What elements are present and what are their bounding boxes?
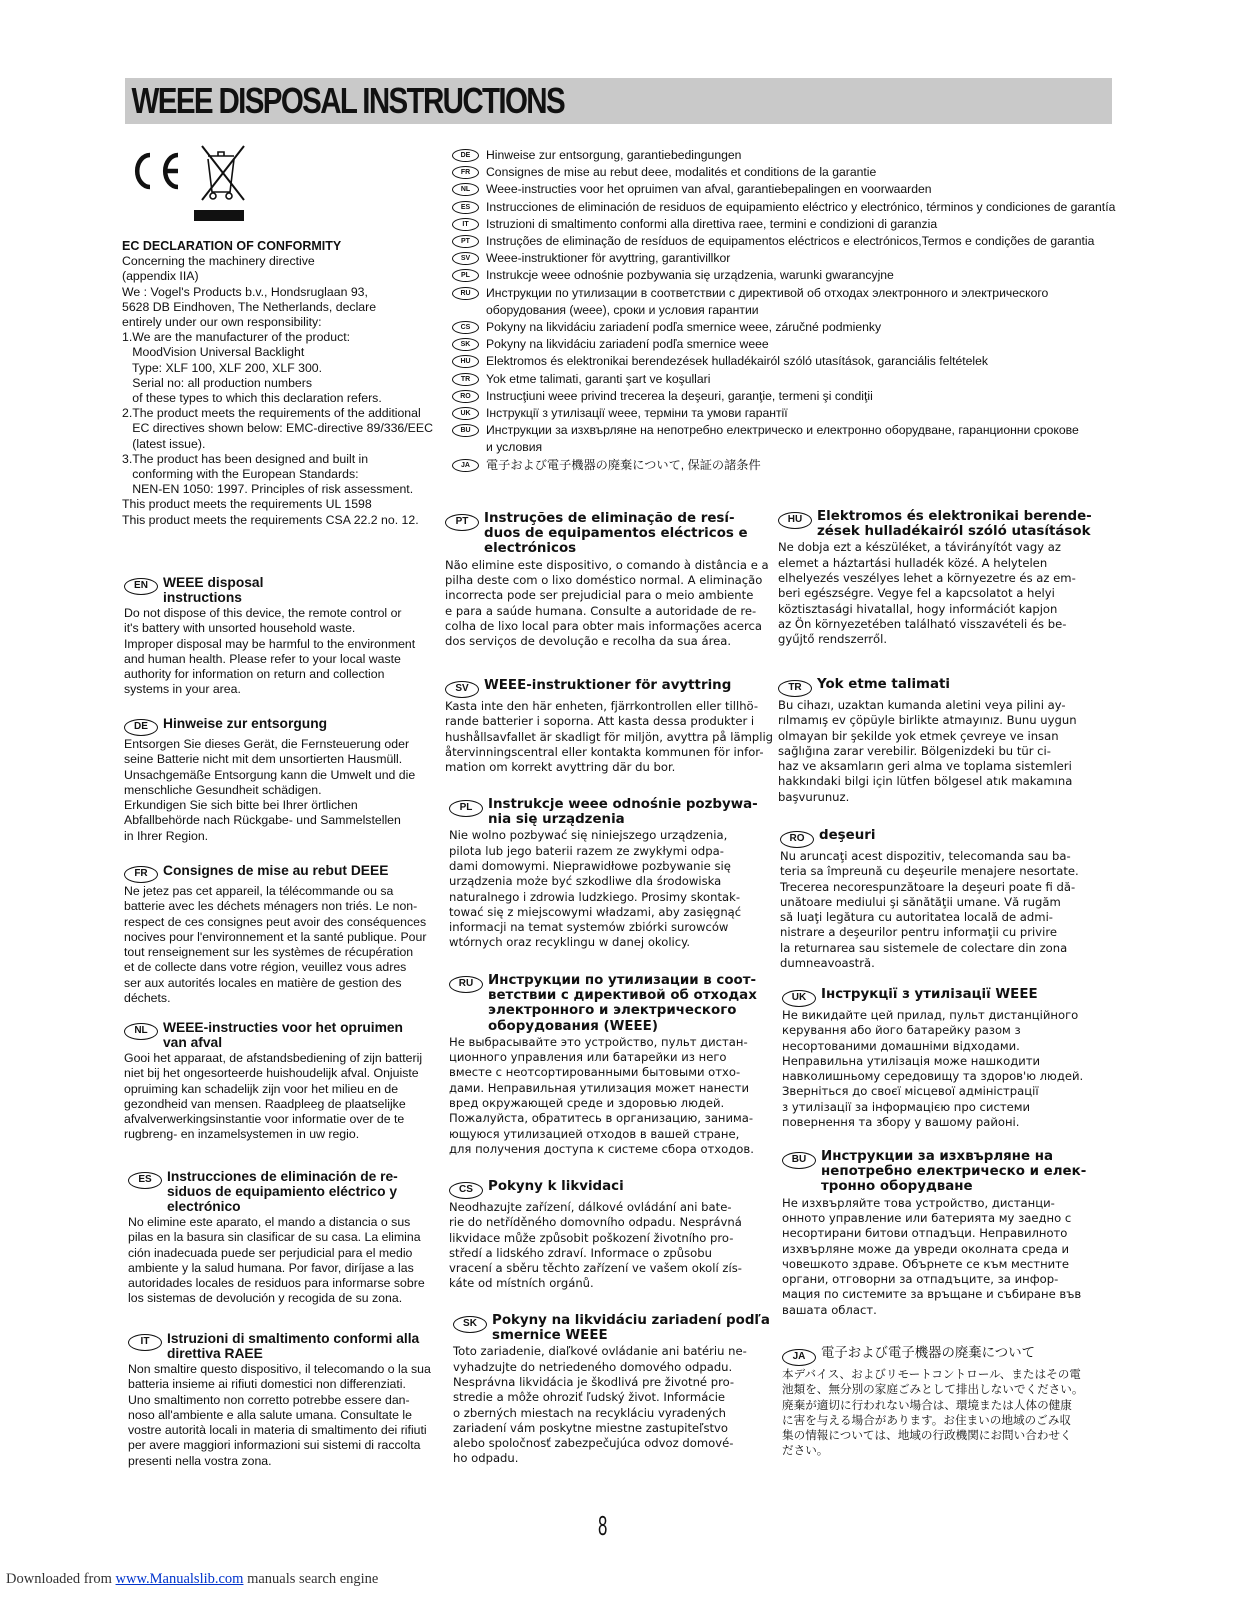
- language-list-item: [452, 250, 1122, 267]
- language-code-badge: RO: [780, 831, 814, 848]
- section-title: Instrukcje weee odnośnie pozbywa- nia się urządzenia: [488, 797, 758, 828]
- section-nl: [124, 1020, 444, 1143]
- section-fr: [124, 863, 444, 1006]
- language-list-item: [452, 319, 1122, 336]
- language-list-text: Weee-instructies voor het opruimen van afval, garantiebepalingen en voorwaarden: [486, 182, 932, 197]
- section-title: Hinweise zur entsorgung: [163, 716, 328, 731]
- footer-prefix: Downloaded from: [6, 1571, 116, 1587]
- ce-mark-icon: [137, 155, 178, 187]
- language-code-badge: TR: [778, 680, 812, 697]
- section-body: Toto zariadenie, diaľkové ovládanie ani batériu ne- vyhadzujte do netriedeného domového odpadu. Nesprávna likvidácia je škodlivá pre životné pro- stredie a môže ohroziť ľudský život. Informácie o zberných miestach na recykláciu vyradených zariadení vám poskytne miestne zastupiteľstvo alebo spoločnosť zabezpečujúca odvoz domové- ho odpadu.: [453, 1344, 747, 1466]
- declaration-text: Concerning the machinery directive (appendix IIA) We : Vogel's Products b.v., Hondsruglaan 93, 5628 DB Eindhoven, The Netherlands, declare entirely under our own responsibility: 1.We are the manufacturer of the product: MoodVision Universal Backlight Type: XLF 100, XLF 200, XLF 300. Serial no: all production numbers of these types to which this declaration refers. 2.The product meets the requirements of the additional EC directives shown below: EMC-directive 89/336/EEC (latest issue). 3.The product has been designed and built in conforming with the European Standards: NEN-EN 1050: 1997. Principles of risk assessment. This product meets the requirements UL 1598 This product meets the requirements CSA 22.2 no. 12.: [122, 254, 433, 527]
- language-list-item: [452, 233, 1122, 250]
- section-title: Инструкции за изхвърляне на непотребно електрическо и елек- тронно оборудване: [821, 1149, 1087, 1195]
- language-code-badge: UK: [782, 990, 816, 1007]
- language-list-item: [452, 199, 1122, 216]
- language-code-badge: NL: [124, 1023, 158, 1040]
- language-code-badge: HU: [778, 512, 812, 529]
- language-list-item: [452, 267, 1122, 284]
- language-list-text: Інструкції з утилізації weee, терміни та умови гарантії: [486, 406, 788, 421]
- language-list: [452, 147, 1122, 474]
- language-code-badge: IT: [452, 218, 479, 231]
- language-list-text: Istruzioni di smaltimento conformi alla direttiva raee, termini e condizioni di garanzia: [486, 216, 938, 231]
- language-list-text: Pokyny na likvidáciu zariadení podľa smernice weee, záručné podmienky: [486, 320, 882, 335]
- language-code-badge: JA: [782, 1349, 816, 1366]
- language-code-badge: RU: [452, 287, 479, 300]
- section-body: Kasta inte den här enheten, fjärrkontrollen eller tillhö- rande batterier i soporna. Att kasta dessa produkter i hushållsavfallet är skadligt för miljön, avyttra på lämplig återvinningscentral eller kontakta kommunen för infor- mation om korrekt avyttring där du bor.: [445, 699, 774, 775]
- language-code-badge: RO: [452, 390, 479, 403]
- language-code-badge: RU: [449, 976, 483, 993]
- language-code-badge: CS: [452, 321, 479, 334]
- section-de: [124, 716, 444, 844]
- language-code-badge: PL: [452, 269, 479, 282]
- language-list-item: [452, 216, 1122, 233]
- section-uk: [782, 987, 1112, 1130]
- language-list-text: Pokyny na likvidáciu zariadení podľa smernice weee: [486, 337, 769, 352]
- language-list-text: Hinweise zur entsorgung, garantiebedingungen: [486, 148, 742, 162]
- language-list-item: [452, 405, 1122, 422]
- section-title: Elektromos és elektronikai berende- zések hulladékairól szóló utasítások: [817, 509, 1092, 540]
- section-body: Gooi het apparaat, de afstandsbediening of zijn batterij niet bij het ongesorteerde huishoudelijk afval. Onjuiste opruiming kan schadelijk zijn voor het milieu en de gezondheid van mensen. Raadpleeg de plaatselijke afvalverwerkingsinstantie voor informatie over de te rugbreng- en inzamelsystemen in uw regio.: [124, 1051, 423, 1142]
- section-title: WEEE-instruktioner för avyttring: [484, 678, 732, 693]
- language-code-badge: CS: [449, 1182, 483, 1199]
- language-list-text: Instrucţiuni weee privind trecerea la deşeuri, garanţie, termeni şi condiţii: [486, 388, 873, 403]
- section-ja: [782, 1346, 1112, 1459]
- section-body: Не выбрасывайте это устройство, пульт дистан- ционного управления или батарейки из него вместе с неотсортированными бытовыми отхо- дами. Неправильная утилизация может нанести вред окружающей среде и здоровью людей. Пожалуйста, обратитесь в организацию, занима- ющуюся утилизацией отходов в вашей стране, для получения доступа к системе сбора отходов.: [449, 1034, 754, 1156]
- language-code-badge: HU: [452, 355, 479, 368]
- language-list-item: [452, 371, 1122, 388]
- page-number: 8: [598, 1510, 608, 1541]
- compliance-marks: [128, 142, 258, 227]
- section-title: Consignes de mise au rebut DEEE: [163, 863, 389, 878]
- language-list-text: Инструкции за изхвърляне на непотребно електрическо и електронно оборудване, гаранционни срокове и условия: [486, 423, 1079, 455]
- section-body: Ne jetez pas cet appareil, la télécommande ou sa batterie avec les déchets ménagers non triés. Le non- respect de ces consignes peut avoir des conséquences nocives pour l'environnement et la santé publique. Pour tout renseignement sur les systèmes de récupération et de collecte dans votre région, veuillez vous adres ser aux autorités locales en matière de gestion des déchets.: [124, 884, 427, 1006]
- section-title: Інструкції з утилізації WEEE: [821, 987, 1038, 1002]
- section-ru: [449, 973, 769, 1157]
- language-code-badge: ES: [452, 201, 479, 214]
- section-body: Entsorgen Sie dieses Gerät, die Fernsteuerung oder seine Batterie nicht mit dem unsortierten Hausmüll. Unsachgemäße Entsorgung kann die Umwelt und die menschliche Gesundheit schädigen. Erkundigen Sie sich bitte bei Ihrer örtlichen Abfallbehörde nach Rückgabe- und Sammelstellen in Ihrer Region.: [124, 737, 416, 843]
- language-code-badge: JA: [452, 459, 479, 472]
- section-body: Neodhazujte zařízení, dálkové ovládání ani bate- rie do netříděného domovního odpadu. Nesprávná likvidace může způsobit poškození životního pro- středí a lidského zdraví. Informace o způsobu vracení a sběru těchto zařízení ve vašem okolí zís- káte od místních orgánů.: [449, 1200, 742, 1291]
- section-body: Bu cihazı, uzaktan kumanda aletini veya pilini ay- rılmamış ev çöpüyle birlikte atmayınız. Bunu uygun olmayan bir şekilde yok etmek çevreye ve insan sağlığına zarar verebilir. Bölgenizdeki bu tür ci- haz ve aksamların geri alma ve toplama sistemleri hakkındaki bilgi için lütfen bölgesel atık makamına başvurunuz.: [778, 698, 1077, 804]
- crossed-wheelie-bin-icon: [202, 146, 244, 200]
- section-sk: [453, 1313, 773, 1467]
- footer-suffix: manuals search engine: [243, 1571, 379, 1587]
- section-body: Не викидайте цей прилад, пульт дистанційного керування або його батарейку разом з несортованими домашніми відходами. Неправильна утилізація може нашкодити навколишньому середовищу та здоров'ю людей. Зверніться до своєї місцевої адміністрації з утилізації за інформацією про системи повернення та збору у вашому районі.: [782, 1008, 1084, 1130]
- section-title: Pokyny na likvidáciu zariadení podľa smernice WEEE: [492, 1313, 770, 1344]
- section-body: Nie wolno pozbywać się niniejszego urządzenia, pilota lub jego baterii razem ze zwykłymi odpa- dami domowymi. Nieprawidłowe pozbywanie się urządzenia może być szkodliwe dla środowiska naturalnego i zdrowia ludzkiego. Prosimy skontak- tować się z miejscowymi władzami, aby zasięgnąć informacji na temat systemów zbiórki surowców wtórnych oraz recyklingu w danej okolicy.: [449, 828, 742, 950]
- manualslib-link[interactable]: www.Manualslib.com: [115, 1571, 244, 1587]
- section-body: Не изхвърляйте това устройство, дистанци- онното управление или батерията му заедно с несортирани битови отпадъци. Неправилното изхвърляне може да увреди околната среда и човешкото здраве. Обърнете се към местните органи, отговорни за отпадъците, за инфор- мация по системите за връщане и събиране във вашата област.: [782, 1195, 1082, 1317]
- section-title: WEEE-instructies voor het opruimen van afval: [163, 1020, 403, 1050]
- language-code-badge: PT: [452, 235, 479, 248]
- section-body: Ne dobja ezt a készüléket, a távirányítót vagy az elemet a háztartási hulladék közé. A helytelen elhelyezés veszélyes lehet a környezetre és az em- beri egészségre. Vegye fel a kapcsolatot a helyi köztisztasági hivatallal, hogy információt kapjon az Ön környezetében található visszavételi és be- gyűjtő rendszerről.: [778, 540, 1076, 647]
- language-code-badge: PT: [445, 514, 479, 531]
- language-code-badge: UK: [452, 407, 479, 420]
- bin-bar-mark: [194, 210, 244, 221]
- language-list-text: Instrucciones de eliminación de residuos de equipamiento eléctrico y electrónico, términos y condiciones de garantía: [486, 199, 1116, 214]
- section-body: No elimine este aparato, el mando a distancia o sus pilas en la basura sin clasificar de su casa. La elimina ción inadecuada puede ser perjudicial para el medio ambiente y la salud humana. Por favor, diríjase a las autoridades locales de residuos para informarse sobre los sistemas de devolución y recogida de su zona.: [128, 1215, 425, 1306]
- language-code-badge: SV: [445, 681, 479, 698]
- section-es: [128, 1169, 448, 1307]
- language-code-badge: DE: [124, 719, 158, 736]
- language-code-badge: EN: [124, 578, 158, 595]
- section-hu: [778, 509, 1108, 647]
- language-list-text: Instruções de eliminação de resíduos de equipamentos eléctricos e electrónicos,Termos e condições de garantia: [486, 234, 1095, 249]
- language-list-item: [452, 164, 1122, 181]
- language-list-item: [452, 457, 1122, 474]
- section-title: Instruções de eliminação de resí- duos de equipamentos eléctricos e electrónicos: [484, 511, 748, 557]
- download-footer: [6, 1571, 378, 1588]
- section-title: deşeuri: [819, 828, 876, 843]
- language-code-badge: SV: [452, 252, 479, 265]
- section-body: Non smaltire questo dispositivo, il telecomando o la sua batteria insieme ai rifiuti domestici non differenziati. Uno smaltimento non corretto potrebbe essere dan- noso all'ambiente e alla salute umana. Consultate le vostre autorità locali in materia di smaltimento dei rifiuti per avere maggiori informazioni sui sistemi di raccolta presenti nella vostra zona.: [128, 1362, 431, 1468]
- section-title: WEEE disposal instructions: [163, 575, 264, 605]
- language-list-text: Instrukcje weee odnośnie pozbywania się urządzenia, warunki gwarancyjne: [486, 268, 894, 283]
- section-ro: [780, 828, 1110, 971]
- ec-declaration: [122, 239, 452, 528]
- section-it: [128, 1331, 448, 1469]
- language-code-badge: NL: [452, 183, 479, 196]
- language-code-badge: BU: [452, 424, 479, 437]
- language-list-text: Yok etme talimati, garanti şart ve koşullari: [486, 371, 711, 386]
- section-body: 本デバイス、およびリモートコントロール、またはその電 池類を、無分別の家庭ごみとして排出しないでください。 廃棄が適切に行われない場合は、環境または人体の健康 に害を与える場合があります。お住まいの地域のごみ収 集の情報については、地域の行政機関にお問い合わせく ださい。: [782, 1367, 1084, 1458]
- language-code-badge: PL: [449, 800, 483, 817]
- language-code-badge: DE: [452, 149, 479, 162]
- language-list-item: [452, 336, 1122, 353]
- language-code-badge: FR: [452, 166, 479, 179]
- language-list-text: Consignes de mise au rebut deee, modalités et conditions de la garantie: [486, 165, 877, 180]
- language-list-item: [452, 422, 1122, 456]
- section-body: Não elimine este dispositivo, o comando à distância e a pilha deste com o lixo doméstico normal. A eliminação incorrecta pode ser prejudicial para o meio ambiente e para a saúde humana. Consulte a autoridade de re- colha de lixo local para obter mais informações acerca dos serviços de devolução e recolha da sua área.: [445, 557, 769, 649]
- section-en: [124, 575, 444, 698]
- page-title: WEEE DISPOSAL INSTRUCTIONS: [131, 80, 565, 121]
- language-list-text: Elektromos és elektronikai berendezések hulladékairól szóló utasítások, garanciális feltételek: [486, 354, 988, 369]
- language-list-item: [452, 147, 1122, 164]
- language-list-text: Weee-instruktioner för avyttring, garantivillkor: [486, 251, 731, 266]
- language-list-item: [452, 388, 1122, 405]
- section-sv: [445, 678, 774, 775]
- language-list-item: [452, 181, 1122, 198]
- language-list-text: Инструкции по утилизации в соответствии с директивой об отходах электронного и электрического оборудования (weee), сроки и условия гарантии: [486, 285, 1049, 317]
- section-body: Nu aruncaţi acest dispozitiv, telecomanda sau ba- teria sa împreună cu deşeurile menajere nesortate. Trecerea necorespunzătoare la deşeuri poate fi dă- unătoare mediului şi sănătăţii umane. Vă rugăm să luaţi legătura cu autoritatea locală de admi- nistrare a deşeurilor pentru informaţii cu privire la returnarea sau sistemele de colectare din zona dumneavoastră.: [780, 849, 1079, 971]
- language-code-badge: IT: [128, 1334, 162, 1351]
- section-title: Yok etme talimati: [817, 677, 951, 692]
- declaration-title: EC DECLARATION OF CONFORMITY: [122, 239, 342, 253]
- language-list-text: 電子および電子機器の廃棄について, 保証の諸条件: [486, 457, 761, 472]
- section-title: Istruzioni di smaltimento conformi alla direttiva RAEE: [167, 1331, 420, 1361]
- language-code-badge: FR: [124, 866, 158, 883]
- title-bar: [125, 78, 1112, 124]
- language-code-badge: ES: [128, 1172, 162, 1189]
- section-pt: [445, 511, 769, 649]
- section-pl: [449, 797, 769, 951]
- section-title: 電子および電子機器の廃棄について: [821, 1346, 1035, 1361]
- section-title: Инструкции по утилизации в соот- ветствии с директивой об отходах электронного и электрического оборудования (WEEE): [488, 973, 757, 1034]
- section-bu: [782, 1149, 1112, 1318]
- language-list-item: [452, 285, 1122, 319]
- language-list-item: [452, 353, 1122, 370]
- section-body: Do not dispose of this device, the remote control or it's battery with unsorted household waste. Improper disposal may be harmful to the environment and human health. Please refer to your local waste authority for information on return and collection systems in your area.: [124, 606, 416, 697]
- section-cs: [449, 1179, 769, 1292]
- section-title: Instrucciones de eliminación de re- siduos de equipamiento eléctrico y electrónico: [167, 1169, 398, 1214]
- section-title: Pokyny k likvidaci: [488, 1179, 624, 1194]
- language-code-badge: BU: [782, 1152, 816, 1169]
- section-tr: [778, 677, 1108, 805]
- language-code-badge: SK: [452, 338, 479, 351]
- language-code-badge: TR: [452, 373, 479, 386]
- language-code-badge: SK: [453, 1316, 487, 1333]
